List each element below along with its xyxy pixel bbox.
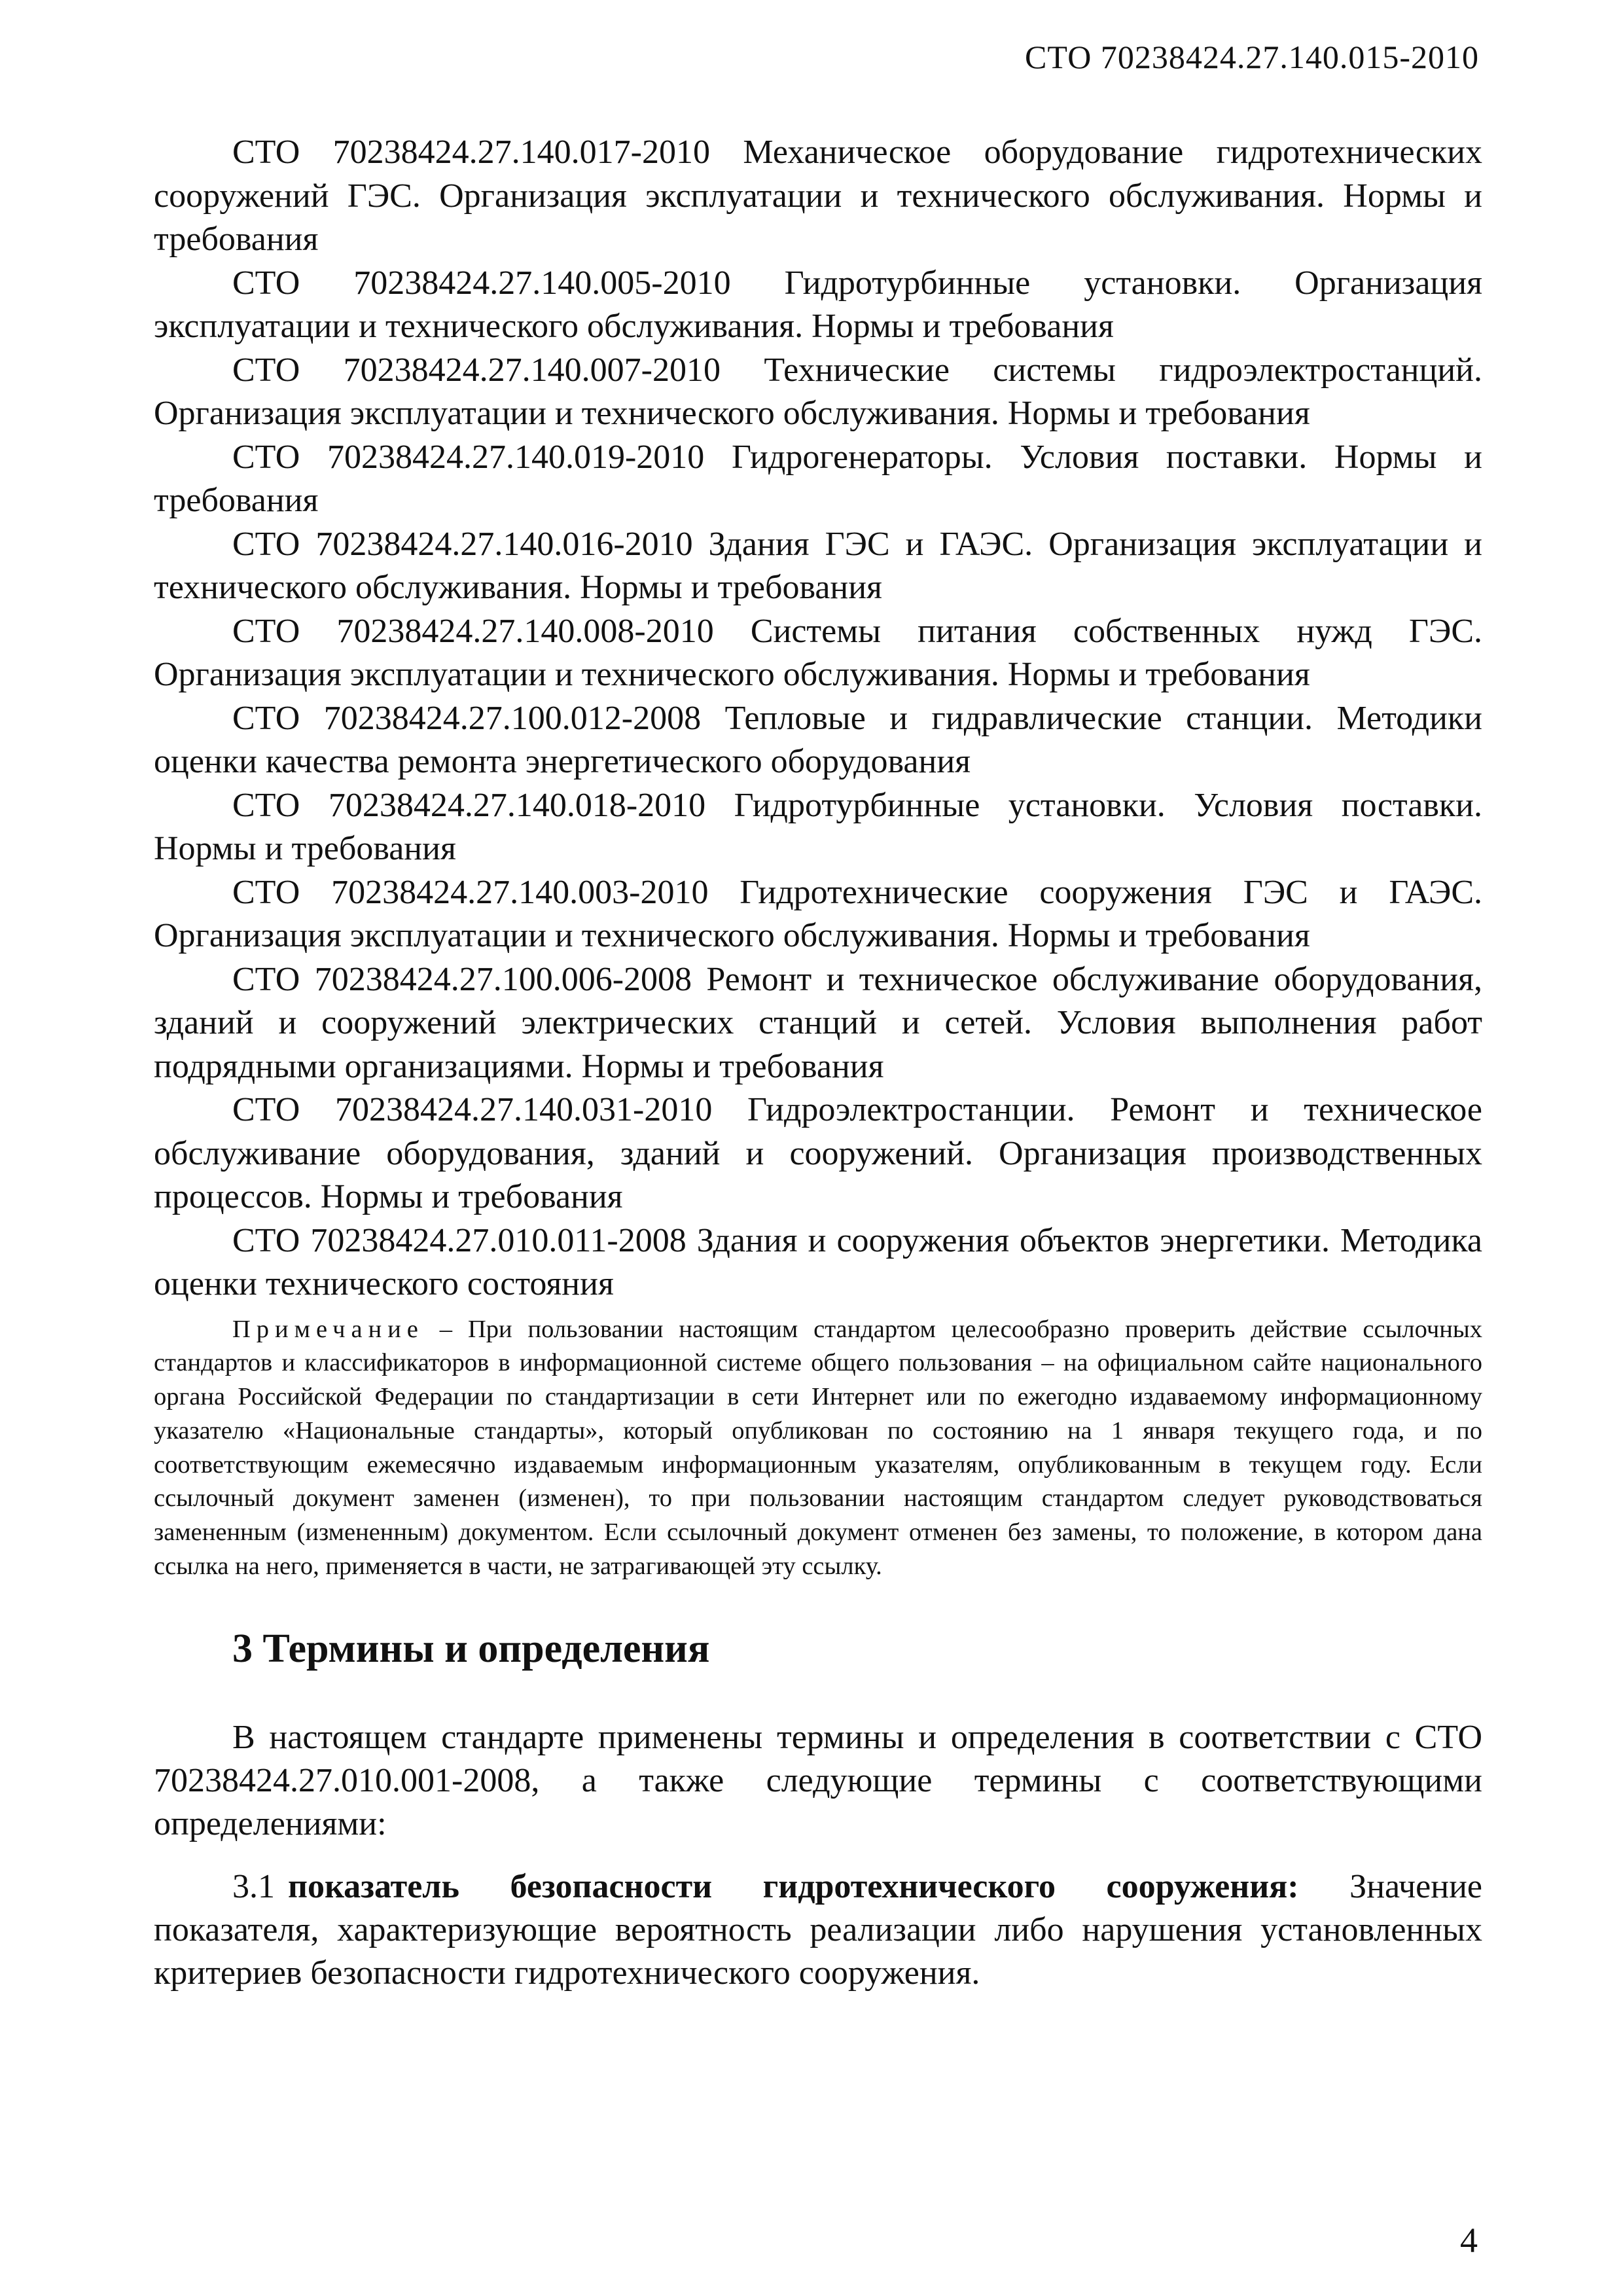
note-text: – При пользовании настоящим стандартом целесообразно проверить действие ссылочных стандартов и классификаторов в информационной системе общего пользования – на официальном сайте национального органа Российской Федерации по стандартизации в сети Интернет или по ежегодно издаваемому информационному указателю «Национальные стандарты», который опубликован по состоянию на 1 января текущего года, и по соответствующим ежемесячно издаваемым информационным указателям, опубликованным в текущем году. Если ссылочный документ заменен (изменен), то при пользовании настоящим стандартом следует руководствоваться замененным (измененным) документом. Если ссылочный документ отменен без замены, то положение, в котором дана ссылка на него, применяется в части, не затрагивающей эту ссылку. (154, 1315, 1482, 1581)
term-number: 3.1 (232, 1867, 275, 1905)
reference-item: СТО 70238424.27.140.017-2010 Механическое оборудование гидротехнических сооружений ГЭС. Организация эксплуатации и технического обслуживания. Нормы и требования (154, 134, 1482, 258)
term-definition-paragraph (154, 1865, 1482, 1995)
note-paragraph (154, 1313, 1482, 1584)
term-definition: Значение показателя, характеризующие вероятность реализации либо нарушения установленных критериев безопасности гидротехнического сооружения. (154, 1867, 1482, 1992)
reference-item: СТО 70238424.27.140.005-2010 Гидротурбинные установки. Организация эксплуатации и технического обслуживания. Нормы и требования (154, 264, 1482, 345)
section-title: 3 Термины и определения (232, 1626, 710, 1671)
reference-item: СТО 70238424.27.140.003-2010 Гидротехнические сооружения ГЭС и ГАЭС. Организация эксплуатации и технического обслуживания. Нормы и требования (154, 873, 1482, 954)
reference-item: СТО 70238424.27.100.012-2008 Тепловые и гидравлические станции. Методики оценки качества ремонта энергетического оборудования (154, 699, 1482, 780)
note-label: Примечание (232, 1315, 424, 1343)
section-intro-paragraph: В настоящем стандарте применены термины и определения в соответствии с СТО 70238424.27.010.001-2008, а также следующие термины с соответствующими определениями: (154, 1718, 1482, 1842)
page-header-doc-code: СТО 70238424.27.140.015-2010 (1025, 39, 1479, 75)
reference-item: СТО 70238424.27.140.007-2010 Технические системы гидроэлектростанций. Организация эксплуатации и технического обслуживания. Нормы и требования (154, 351, 1482, 432)
page-content (154, 131, 1482, 1995)
reference-item: СТО 70238424.27.100.006-2008 Ремонт и техническое обслуживание оборудования, зданий и сооружений электрических станций и сетей. Условия выполнения работ подрядными организациями. Нормы и требования (154, 960, 1482, 1085)
reference-item: СТО 70238424.27.010.011-2008 Здания и сооружения объектов энергетики. Методика оценки технического состояния (154, 1221, 1482, 1302)
references-list (154, 131, 1482, 1306)
reference-item: СТО 70238424.27.140.031-2010 Гидроэлектростанции. Ремонт и техническое обслуживание оборудования, зданий и сооружений. Организация производственных процессов. Нормы и требования (154, 1091, 1482, 1215)
reference-item: СТО 70238424.27.140.018-2010 Гидротурбинные установки. Условия поставки. Нормы и требования (154, 786, 1482, 867)
reference-item: СТО 70238424.27.140.016-2010 Здания ГЭС и ГАЭС. Организация эксплуатации и технического обслуживания. Нормы и требования (154, 525, 1482, 606)
page-number: 4 (1460, 2221, 1478, 2260)
reference-item: СТО 70238424.27.140.019-2010 Гидрогенераторы. Условия поставки. Нормы и требования (154, 438, 1482, 519)
reference-item: СТО 70238424.27.140.008-2010 Системы питания собственных нужд ГЭС. Организация эксплуатации и технического обслуживания. Нормы и требования (154, 612, 1482, 693)
term-name: показатель безопасности гидротехнического сооружения: (288, 1867, 1299, 1905)
